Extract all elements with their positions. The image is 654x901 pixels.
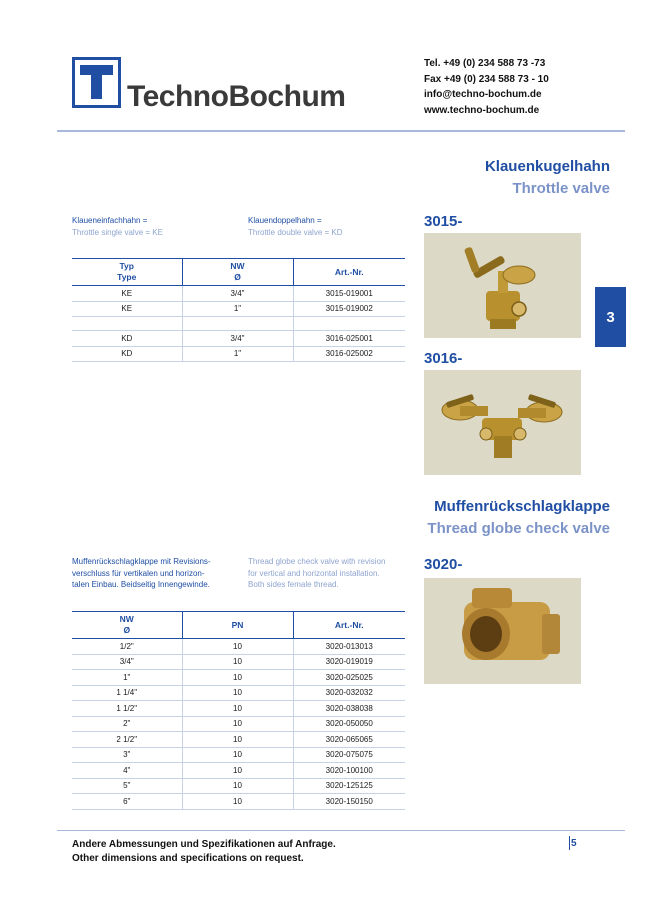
table-row <box>72 732 405 748</box>
table-row <box>72 346 405 362</box>
section1-desc-right <box>248 215 343 238</box>
cell-art: 3020-100100 <box>293 763 405 779</box>
desc-right-de: Klauendoppelhahn = <box>248 216 322 225</box>
product-photo-3016 <box>424 370 581 475</box>
table-row <box>72 778 405 794</box>
company-logo <box>72 57 121 108</box>
header-divider <box>57 130 625 132</box>
cell-art: 3020-050050 <box>293 716 405 732</box>
cell-type: KD <box>72 346 182 362</box>
footer-line-en: Other dimensions and specifications on request. <box>72 853 304 864</box>
cell-pn: 10 <box>182 747 293 763</box>
cell-nw: 1 1/4" <box>72 685 182 701</box>
section1-desc-left <box>72 215 163 238</box>
col-header-nw: NW Ø <box>72 612 182 639</box>
cell-art: 3020-065065 <box>293 732 405 748</box>
col-header-nw: NW Ø <box>182 259 293 286</box>
company-name: TechnoBochum <box>127 80 346 113</box>
cell-nw: 2 1/2" <box>72 732 182 748</box>
cell-nw: 3" <box>72 747 182 763</box>
cell-nw: 3/4" <box>72 654 182 670</box>
cell-type: KE <box>72 286 182 302</box>
chapter-tab: 3 <box>595 287 626 347</box>
cell-pn: 10 <box>182 778 293 794</box>
cell-nw: 5" <box>72 778 182 794</box>
desc-de-line: talen Einbau. Beidseitig Innengewinde. <box>72 580 210 589</box>
cell-art: 3020-032032 <box>293 685 405 701</box>
page-number-bar <box>569 836 570 850</box>
table-row <box>72 701 405 717</box>
contact-email[interactable]: info@techno-bochum.de <box>424 89 542 100</box>
section2-desc-de <box>72 556 211 591</box>
cell-art: 3020-075075 <box>293 747 405 763</box>
table-row <box>72 670 405 686</box>
cell-type: KD <box>72 331 182 347</box>
cell-nw: 3/4" <box>182 286 293 302</box>
cell-nw: 3/4" <box>182 331 293 347</box>
col-header-art: Art.-Nr. <box>293 612 405 639</box>
section2-table <box>72 611 405 810</box>
footer-divider <box>57 830 625 831</box>
page-number: 5 <box>571 838 577 849</box>
section1-title-en: Throttle valve <box>512 180 610 197</box>
table-row <box>72 685 405 701</box>
cell-nw: 1/2" <box>72 639 182 655</box>
col-header-pn: PN <box>182 612 293 639</box>
cell-art: 3016-025001 <box>293 331 405 347</box>
product-code-3016: 3016- <box>424 350 463 367</box>
contact-fax: Fax +49 (0) 234 588 73 - 10 <box>424 73 549 85</box>
table-row <box>72 763 405 779</box>
desc-de-line: verschluss für vertikalen und horizon- <box>72 568 205 578</box>
table-spacer-row <box>72 317 405 331</box>
col-header-type: Typ Type <box>72 259 182 286</box>
cell-pn: 10 <box>182 654 293 670</box>
cell-pn: 10 <box>182 794 293 810</box>
table-row <box>72 286 405 302</box>
cell-art: 3020-125125 <box>293 778 405 794</box>
cell-art: 3020-025025 <box>293 670 405 686</box>
section2-title-en: Thread globe check valve <box>427 520 610 537</box>
desc-right-en: Throttle double valve = KD <box>248 227 343 237</box>
cell-nw: 4" <box>72 763 182 779</box>
table-header-row <box>72 612 405 639</box>
table-row <box>72 716 405 732</box>
cell-art: 3016-025002 <box>293 346 405 362</box>
cell-nw: 6" <box>72 794 182 810</box>
table-row <box>72 331 405 347</box>
cell-pn: 10 <box>182 716 293 732</box>
table-row <box>72 654 405 670</box>
section1-table <box>72 258 405 362</box>
cell-pn: 10 <box>182 732 293 748</box>
section2-desc-en <box>248 556 385 591</box>
table-row <box>72 639 405 655</box>
desc-left-de: Klaueneinfachhahn = <box>72 216 148 225</box>
cell-pn: 10 <box>182 670 293 686</box>
cell-nw: 2" <box>72 716 182 732</box>
desc-en-line: for vertical and horizontal installation. <box>248 568 380 578</box>
cell-art: 3015-019002 <box>293 301 405 317</box>
desc-left-en: Throttle single valve = KE <box>72 227 163 237</box>
cell-nw: 1 1/2" <box>72 701 182 717</box>
table-row <box>72 301 405 317</box>
cell-pn: 10 <box>182 639 293 655</box>
product-photo-3015 <box>424 233 581 338</box>
desc-en-line: Thread globe check valve with revision <box>248 557 386 566</box>
cell-art: 3020-150150 <box>293 794 405 810</box>
cell-art: 3020-019019 <box>293 654 405 670</box>
cell-art: 3015-019001 <box>293 286 405 302</box>
product-code-3015: 3015- <box>424 213 463 230</box>
footer-line-de: Andere Abmessungen und Spezifikationen auf Anfrage. <box>72 839 336 850</box>
cell-art: 3020-038038 <box>293 701 405 717</box>
section1-title-de: Klauenkugelhahn <box>484 158 610 175</box>
cell-nw: 1" <box>182 346 293 362</box>
contact-web[interactable]: www.techno-bochum.de <box>424 104 540 116</box>
cell-nw: 1" <box>182 301 293 317</box>
cell-art: 3020-013013 <box>293 639 405 655</box>
cell-pn: 10 <box>182 763 293 779</box>
table-row <box>72 747 405 763</box>
table-header-row <box>72 259 405 286</box>
product-code-3020: 3020- <box>424 556 463 573</box>
table-row <box>72 794 405 810</box>
section2-title-de: Muffenrückschlagklappe <box>434 498 610 515</box>
cell-pn: 10 <box>182 685 293 701</box>
desc-de-line: Muffenrückschlagklappe mit Revisions- <box>72 557 211 566</box>
cell-nw: 1" <box>72 670 182 686</box>
contact-block <box>424 56 549 118</box>
desc-en-line: Both sides female thread. <box>248 580 339 589</box>
cell-type: KE <box>72 301 182 317</box>
footer-note <box>72 838 336 866</box>
col-header-art: Art.-Nr. <box>293 259 405 286</box>
contact-tel: Tel. +49 (0) 234 588 73 -73 <box>424 58 546 69</box>
product-photo-3020 <box>424 578 581 684</box>
cell-pn: 10 <box>182 701 293 717</box>
